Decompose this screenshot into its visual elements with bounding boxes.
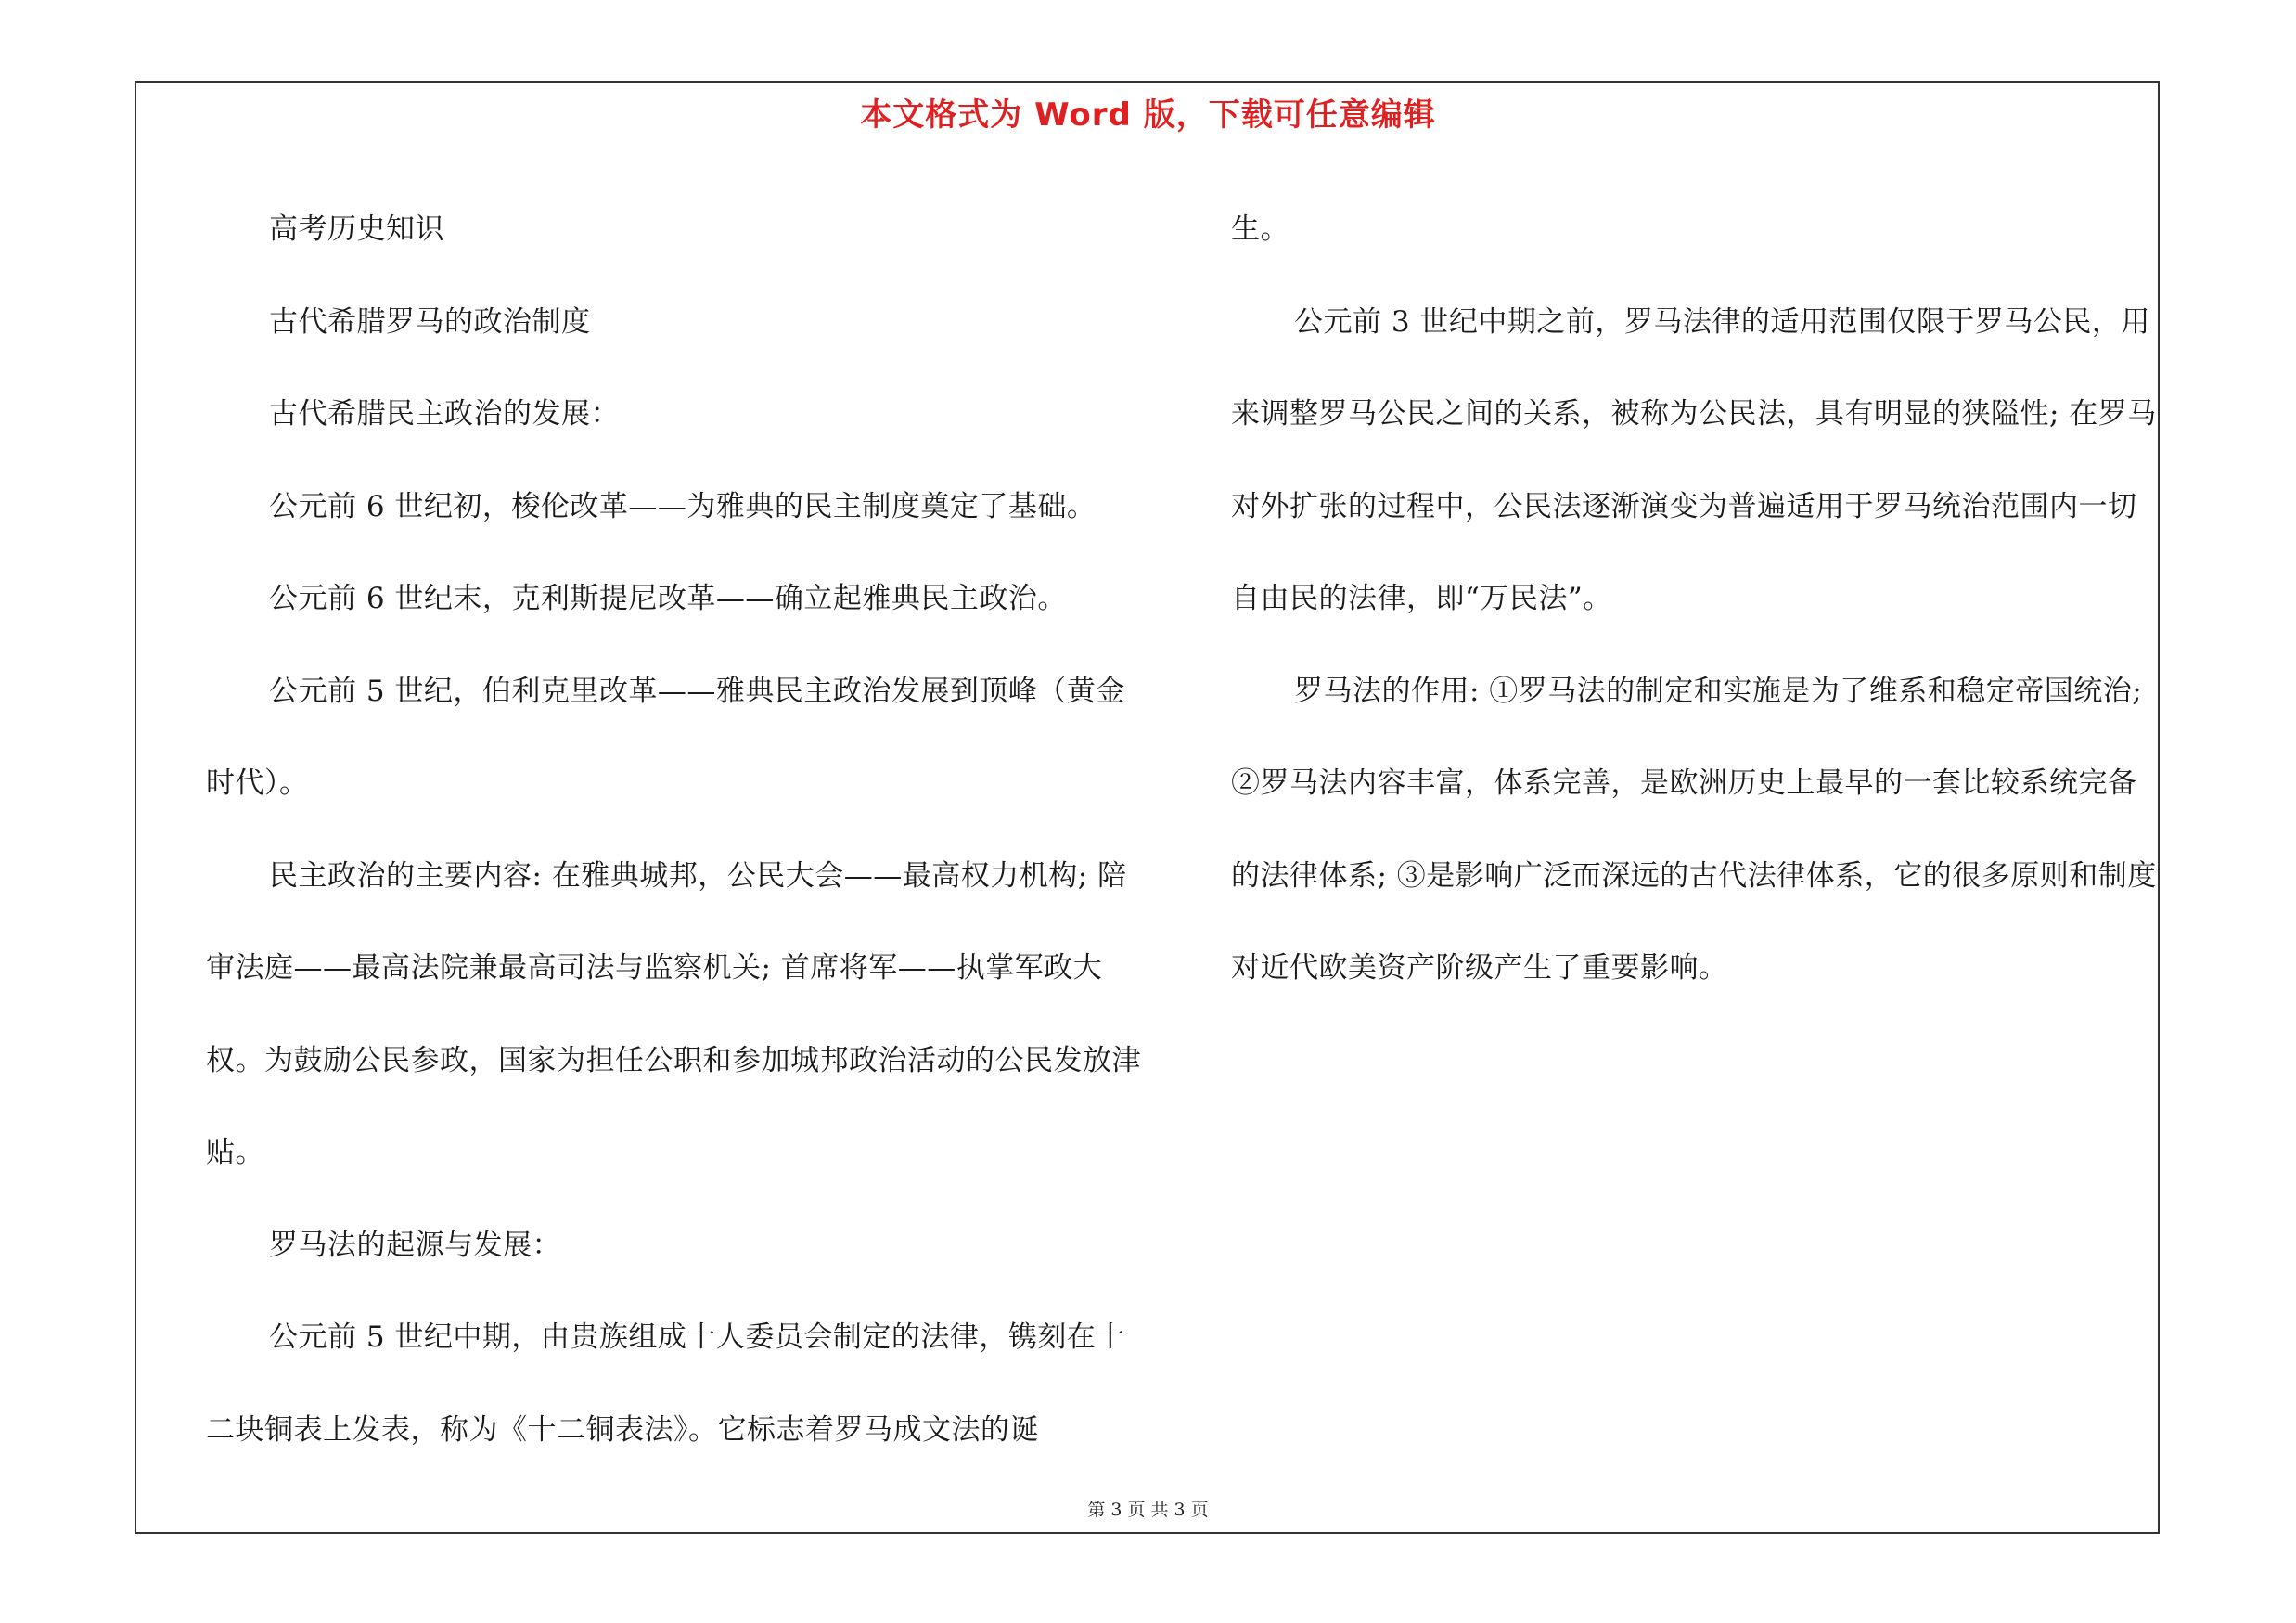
paragraph: 民主政治的主要内容: 在雅典城邦，公民大会——最高权力机构; 陪审法庭——最高法院兼最高司法与监察机关; 首席将军——执掌军政大权。为鼓励公民参政，国家为担任公职和参加城邦政治活动的公民发放津贴。: [206, 858, 1141, 1169]
page-number: 第 3 页 共 3 页: [1087, 1500, 1209, 1520]
paragraph-continuation: 生。: [1231, 213, 1289, 246]
format-banner: 本文格式为 Word 版，下载可任意编辑: [860, 97, 1436, 134]
doc-title: 高考历史知识: [269, 213, 444, 246]
paragraph: 公元前 3 世纪中期之前，罗马法律的适用范围仅限于罗马公民，用来调整罗马公民之间的关系，被称为公民法，具有明显的狭隘性; 在罗马对外扩张的过程中，公民法逐渐演变为普遍适用于罗马统治范围内一切自由民的法律，即“万民法”。: [1231, 304, 2157, 615]
paragraph: 罗马法的作用: ①罗马法的制定和实施是为了维系和稳定帝国统治; ②罗马法内容丰富，体系完善，是欧洲历史上最早的一套比较系统完备的法律体系; ③是影响广泛而深远的古代法律体系，它的很多原则和制度对近代欧美资产阶级产生了重要影响。: [1231, 674, 2157, 985]
right-column: [1231, 184, 2159, 1015]
paragraph: 公元前 6 世纪初，梭伦改革——为雅典的民主制度奠定了基础。: [269, 489, 1097, 523]
subheading: 罗马法的起源与发展：: [269, 1228, 561, 1262]
left-column: [206, 184, 1143, 1476]
paragraph: 公元前 5 世纪中期，由贵族组成十人委员会制定的法律，镌刻在十二块铜表上发表，称为《十二铜表法》。它标志着罗马成文法的诞: [206, 1320, 1125, 1447]
paragraph: 公元前 6 世纪末，克利斯提尼改革——确立起雅典民主政治。: [269, 582, 1067, 615]
subheading: 古代希腊民主政治的发展：: [269, 397, 620, 431]
section-heading: 古代希腊罗马的政治制度: [269, 304, 591, 339]
paragraph: 公元前 5 世纪，伯利克里改革——雅典民主政治发展到顶峰（黄金时代）。: [206, 674, 1125, 800]
